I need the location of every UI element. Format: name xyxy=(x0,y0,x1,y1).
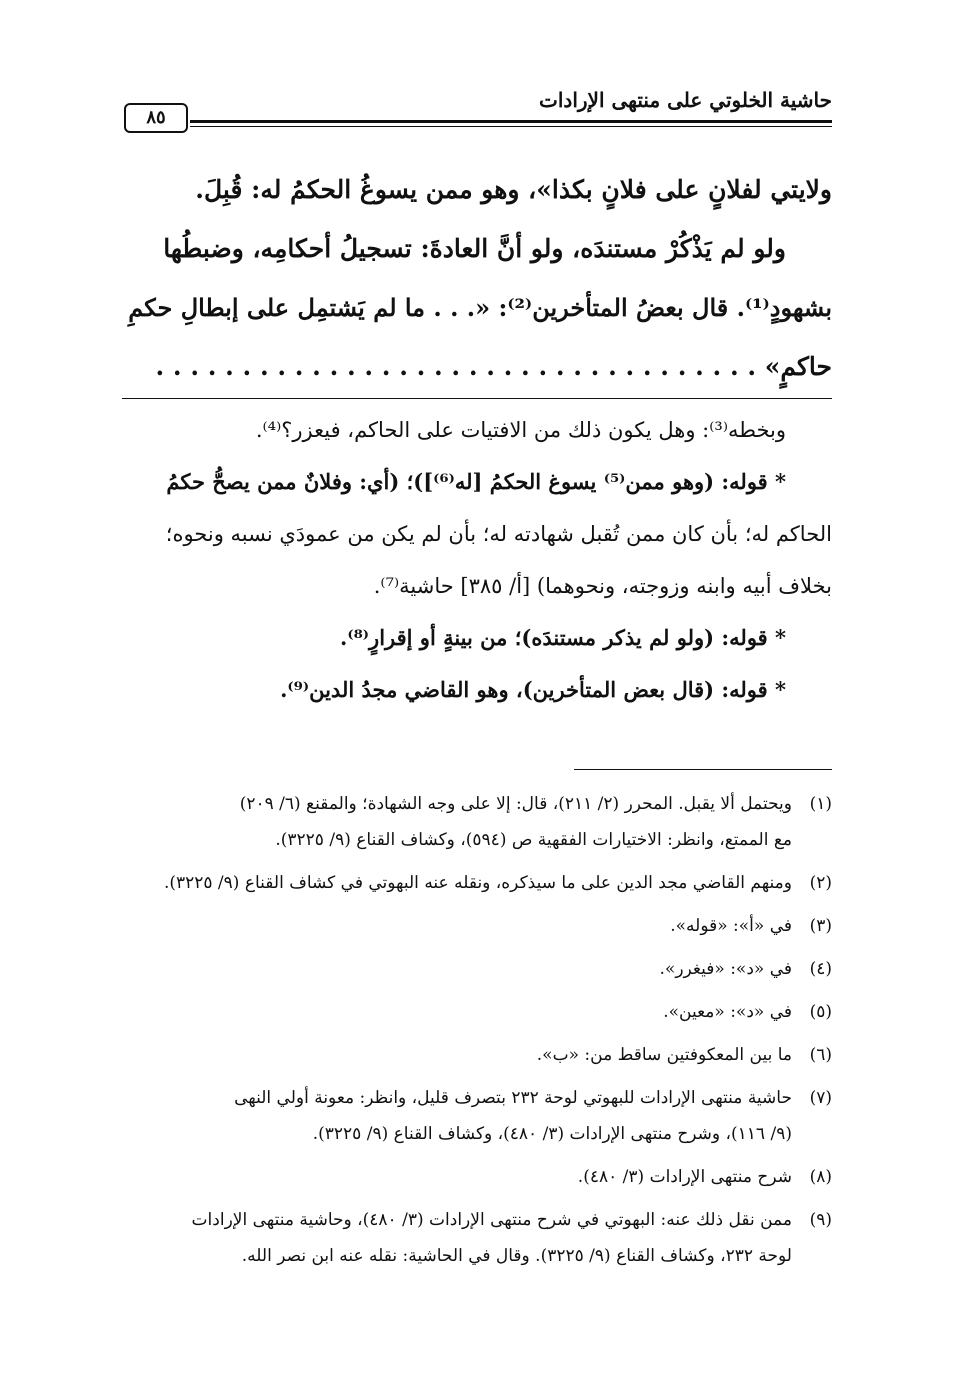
commentary-line-1: وبخطه⁽³⁾: وهل يكون ذلك من الافتيات على الحاكم، فيعزر؟⁽⁴⁾. xyxy=(255,418,786,442)
matn-line-1: ولايتي لفلانٍ على فلانٍ بكذا»، وهو ممن يسوغُ الحكمُ له: قُبِلَ. xyxy=(195,175,832,204)
footnote-text xyxy=(120,865,792,901)
footnote-line: ممن نقل ذلك عنه: البهوتي في شرح منتهى الإرادات (٣/ ٤٨٠)، وحاشية منتهى الإرادات xyxy=(191,1210,792,1230)
header-rule-thin xyxy=(190,126,832,127)
footnote-line: في «أ»: «قوله». xyxy=(670,916,792,936)
footnote-text xyxy=(120,1159,792,1195)
commentary-line-3: الحاكم له؛ بأن كان ممن تُقبل شهادته له؛ بأن لم يكن من عمودَي نسبه ونحوه؛ xyxy=(165,522,832,546)
header-rule-thick xyxy=(190,120,832,123)
footnote-line: مع الممتع، وانظر: الاختيارات الفقهية ص (٥٩٤)، وكشاف القناع (٩/ ٣٢٢٥). xyxy=(275,830,792,850)
commentary-line-2: * قوله: (وهو ممن⁽⁵⁾ يسوغ الحكمُ [له⁽⁶⁾])؛ (أي: وفلانٌ ممن يصحُّ حكمُ xyxy=(166,469,786,494)
footnote-number: (٧) xyxy=(809,1088,832,1108)
footnote-2 xyxy=(120,865,832,901)
commentary-block xyxy=(120,404,832,716)
footnote-7 xyxy=(120,1080,832,1152)
footnote-line: لوحة ٢٣٢، وكشاف القناع (٩/ ٣٢٢٥). وقال في الحاشية: نقله عنه ابن نصر الله. xyxy=(241,1246,792,1266)
commentary-line-4: بخلاف أبيه وابنه وزوجته، ونحوهما) [أ/ ٣٨٥] حاشية⁽⁷⁾. xyxy=(373,574,832,598)
footnote-1 xyxy=(120,786,832,858)
footnote-line: ويحتمل ألا يقبل. المحرر (٢/ ٢١١)، قال: إلا على وجه الشهادة؛ والمقنع (٦/ ٢٠٩) xyxy=(239,794,792,814)
commentary-line-6: * قوله: (قال بعض المتأخرين)، وهو القاضي مجدُ الدين⁽⁹⁾. xyxy=(280,677,786,702)
footnote-number: (٩) xyxy=(809,1210,832,1230)
footnote-text xyxy=(120,1202,792,1274)
footnote-number: (٤) xyxy=(809,959,832,979)
footnote-number: (٢) xyxy=(809,873,832,893)
matn-block xyxy=(120,160,832,396)
page-number-badge: ٨٥ xyxy=(124,103,188,133)
footnote-9 xyxy=(120,1202,832,1274)
footnote-number: (٣) xyxy=(809,916,832,936)
footnote-line: ومنهم القاضي مجد الدين على ما سيذكره، ونقله عنه البهوتي في كشاف القناع (٩/ ٣٢٢٥). xyxy=(163,873,792,893)
running-header-title: حاشية الخلوتي على منتهى الإرادات xyxy=(539,88,832,112)
footnote-line: (٩/ ١١٦)، وشرح منتهى الإرادات (٣/ ٤٨٠)، وكشاف القناع (٩/ ٣٢٢٥). xyxy=(312,1124,792,1144)
footnote-number: (١) xyxy=(809,794,832,814)
footnote-number: (٥) xyxy=(809,1002,832,1022)
footnote-line: ما بين المعكوفتين ساقط من: «ب». xyxy=(536,1045,792,1065)
footnote-text xyxy=(120,908,792,944)
footnote-6 xyxy=(120,1037,832,1073)
footnote-4 xyxy=(120,951,832,987)
footnote-text xyxy=(120,786,792,858)
footnote-text xyxy=(120,994,792,1030)
commentary-line-5: * قوله: (ولو لم يذكر مستندَه)؛ من بينةٍ أو إقرارٍ⁽⁸⁾. xyxy=(340,625,786,650)
footnote-text xyxy=(120,1037,792,1073)
matn-separator-rule xyxy=(122,398,832,399)
matn-line-2: ولو لم يَذْكُرْ مستندَه، ولو أنَّ العادةَ: تسجيلُ أحكامِه، وضبطُها xyxy=(163,234,786,263)
matn-line-4: حاكمٍ» . . . . . . . . . . . . . . . . . . . . . . . . . . . . . . . . . . . xyxy=(155,352,832,381)
footnote-separator-rule xyxy=(574,769,832,770)
footnote-8 xyxy=(120,1159,832,1195)
footnote-line: حاشية منتهى الإرادات للبهوتي لوحة ٢٣٢ بتصرف قليل، وانظر: معونة أولي النهى xyxy=(234,1088,792,1108)
footnote-text xyxy=(120,951,792,987)
footnote-text xyxy=(120,1080,792,1152)
footnote-line: شرح منتهى الإرادات (٣/ ٤٨٠). xyxy=(577,1167,792,1187)
footnote-line: في «د»: «معين». xyxy=(663,1002,792,1022)
footnote-number: (٨) xyxy=(809,1167,832,1187)
matn-line-3: بشهودٍ⁽¹⁾. قال بعضُ المتأخرين⁽²⁾: «. . . ما لم يَشتمِل على إبطالِ حكمِ xyxy=(128,293,832,322)
footnote-3 xyxy=(120,908,832,944)
footnote-number: (٦) xyxy=(809,1045,832,1065)
footnotes-block xyxy=(120,786,832,1274)
footnote-5 xyxy=(120,994,832,1030)
footnote-line: في «د»: «فيغرر». xyxy=(659,959,792,979)
